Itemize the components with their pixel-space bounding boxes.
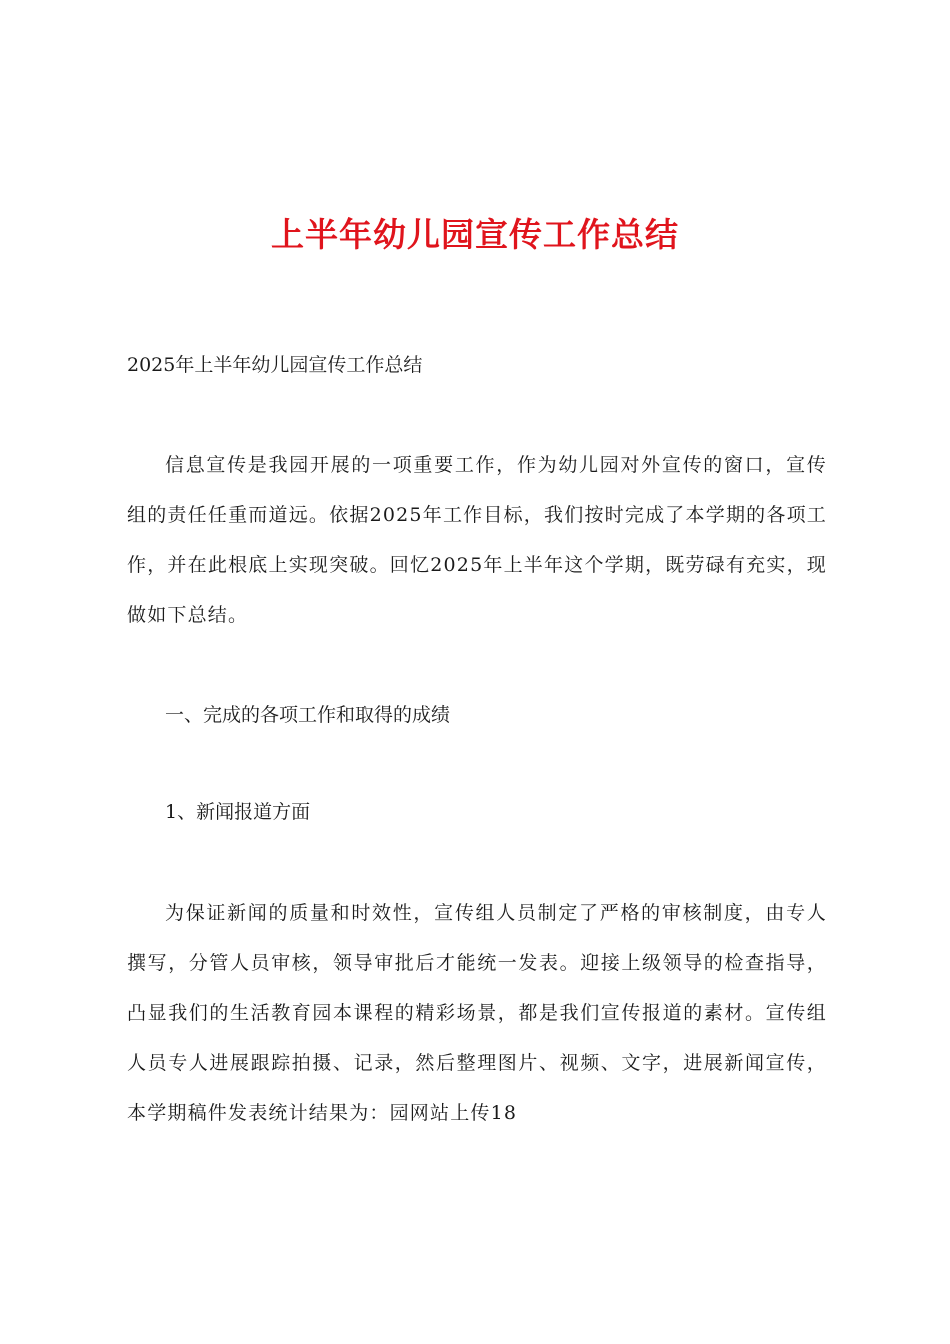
intro-paragraph: 信息宣传是我园开展的一项重要工作，作为幼儿园对外宣传的窗口，宣传组的责任任重而道远。依据2025年工作目标，我们按时完成了本学期的各项工作，并在此根底上实现突破。回忆2025年上半年这个学期，既劳碌有充实，现做如下总结。	[127, 454, 827, 626]
subsection-heading: 1、新闻报道方面	[165, 801, 311, 823]
section-heading: 一、完成的各项工作和取得的成绩	[165, 704, 451, 726]
document-subtitle: 2025年上半年幼儿园宣传工作总结	[127, 354, 423, 376]
document-title: 上半年幼儿园宣传工作总结	[271, 215, 679, 254]
news-paragraph: 为保证新闻的质量和时效性，宣传组人员制定了严格的审核制度，由专人撰写，分管人员审核，领导审批后才能统一发表。迎接上级领导的检查指导，凸显我们的生活教育园本课程的精彩场景，都是我们宣传报道的素材。宣传组人员专人进展跟踪拍摄、记录，然后整理图片、视频、文字，进展新闻宣传，本学期稿件发表统计结果为：园网站上传18	[127, 902, 827, 1124]
